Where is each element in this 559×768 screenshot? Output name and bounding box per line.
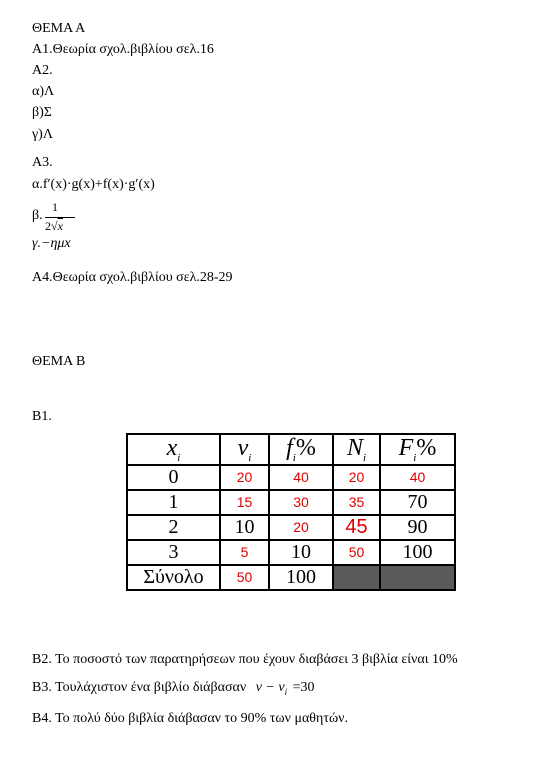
table-row [127, 540, 455, 565]
cell-f: 30 [269, 490, 333, 515]
cell-v: 15 [220, 490, 269, 515]
cell-x: 3 [127, 540, 220, 565]
a3b-denominator: 2√x [45, 219, 63, 233]
a3b-label: β. [32, 208, 43, 223]
a3c-line: γ.−ημx [32, 236, 71, 251]
cell-fcum: 100 [380, 540, 455, 565]
cell-total-v: 50 [220, 565, 269, 590]
b2-line: Β2. Το ποσοστό των παρατηρήσεων που έχουν διαβάσει 3 βιβλία είναι 10% [32, 652, 458, 667]
cell-f: 20 [269, 515, 333, 540]
cell-total-fcum-empty [380, 565, 455, 590]
b3-text: Β3. Τουλάχιστον ένα βιβλίο διάβασαν [32, 680, 247, 695]
fraction-bar [45, 217, 75, 218]
b3-line [32, 680, 315, 700]
cell-v: 10 [220, 515, 269, 540]
table-header-row [127, 434, 455, 465]
table-row [127, 465, 455, 490]
a3b-numerator: 1 [52, 200, 58, 214]
a2a-line: α)Λ [32, 84, 55, 99]
a1-line: Α1.Θεωρία σχολ.βιβλίου σελ.16 [32, 42, 214, 57]
cell-total-f: 100 [269, 565, 333, 590]
cell-f: 40 [269, 465, 333, 490]
header-xi: $x_i$ [127, 434, 220, 465]
header-vi: $v_i$ [220, 434, 269, 465]
table-row [127, 515, 455, 540]
a4-line: Α4.Θεωρία σχολ.βιβλίου σελ.28-29 [32, 270, 233, 285]
cell-n: 45 [333, 515, 380, 540]
cell-fcum: 40 [380, 465, 455, 490]
cell-x: 2 [127, 515, 220, 540]
b4-line: Β4. Το πολύ δύο βιβλία διάβασαν το 90% των μαθητών. [32, 711, 349, 726]
header-fi-cumulative-percent: $F_i\%$ [380, 434, 455, 465]
cell-v: 20 [220, 465, 269, 490]
cell-f: 10 [269, 540, 333, 565]
cell-n: 50 [333, 540, 380, 565]
a3a-line: α.f′(x)·g(x)+f(x)·g′(x) [32, 177, 155, 192]
frequency-table [126, 433, 456, 591]
b3-result: =30 [292, 680, 315, 695]
a2c-line: γ)Λ [32, 127, 53, 142]
table-row [127, 490, 455, 515]
cell-total-n-empty [333, 565, 380, 590]
thema-b-heading: ΘΕΜΑ Β [32, 354, 86, 369]
table-total-row [127, 565, 455, 590]
header-fi-percent: $f_i\%$ [269, 434, 333, 465]
a2-line: Α2. [32, 63, 53, 78]
cell-v: 5 [220, 540, 269, 565]
thema-a-heading: ΘΕΜΑ Α [32, 21, 86, 36]
cell-n: 20 [333, 465, 380, 490]
cell-fcum: 70 [380, 490, 455, 515]
cell-x: 0 [127, 465, 220, 490]
cell-x: 1 [127, 490, 220, 515]
cell-fcum: 90 [380, 515, 455, 540]
a2b-line: β)Σ [32, 105, 52, 120]
cell-total-label: Σύνολο [127, 565, 220, 590]
cell-n: 35 [333, 490, 380, 515]
b3-formula: $\nu - \nu_i$ [255, 680, 288, 697]
a3-line: Α3. [32, 155, 53, 170]
header-ni: $N_i$ [333, 434, 380, 465]
b1-line: Β1. [32, 409, 52, 424]
